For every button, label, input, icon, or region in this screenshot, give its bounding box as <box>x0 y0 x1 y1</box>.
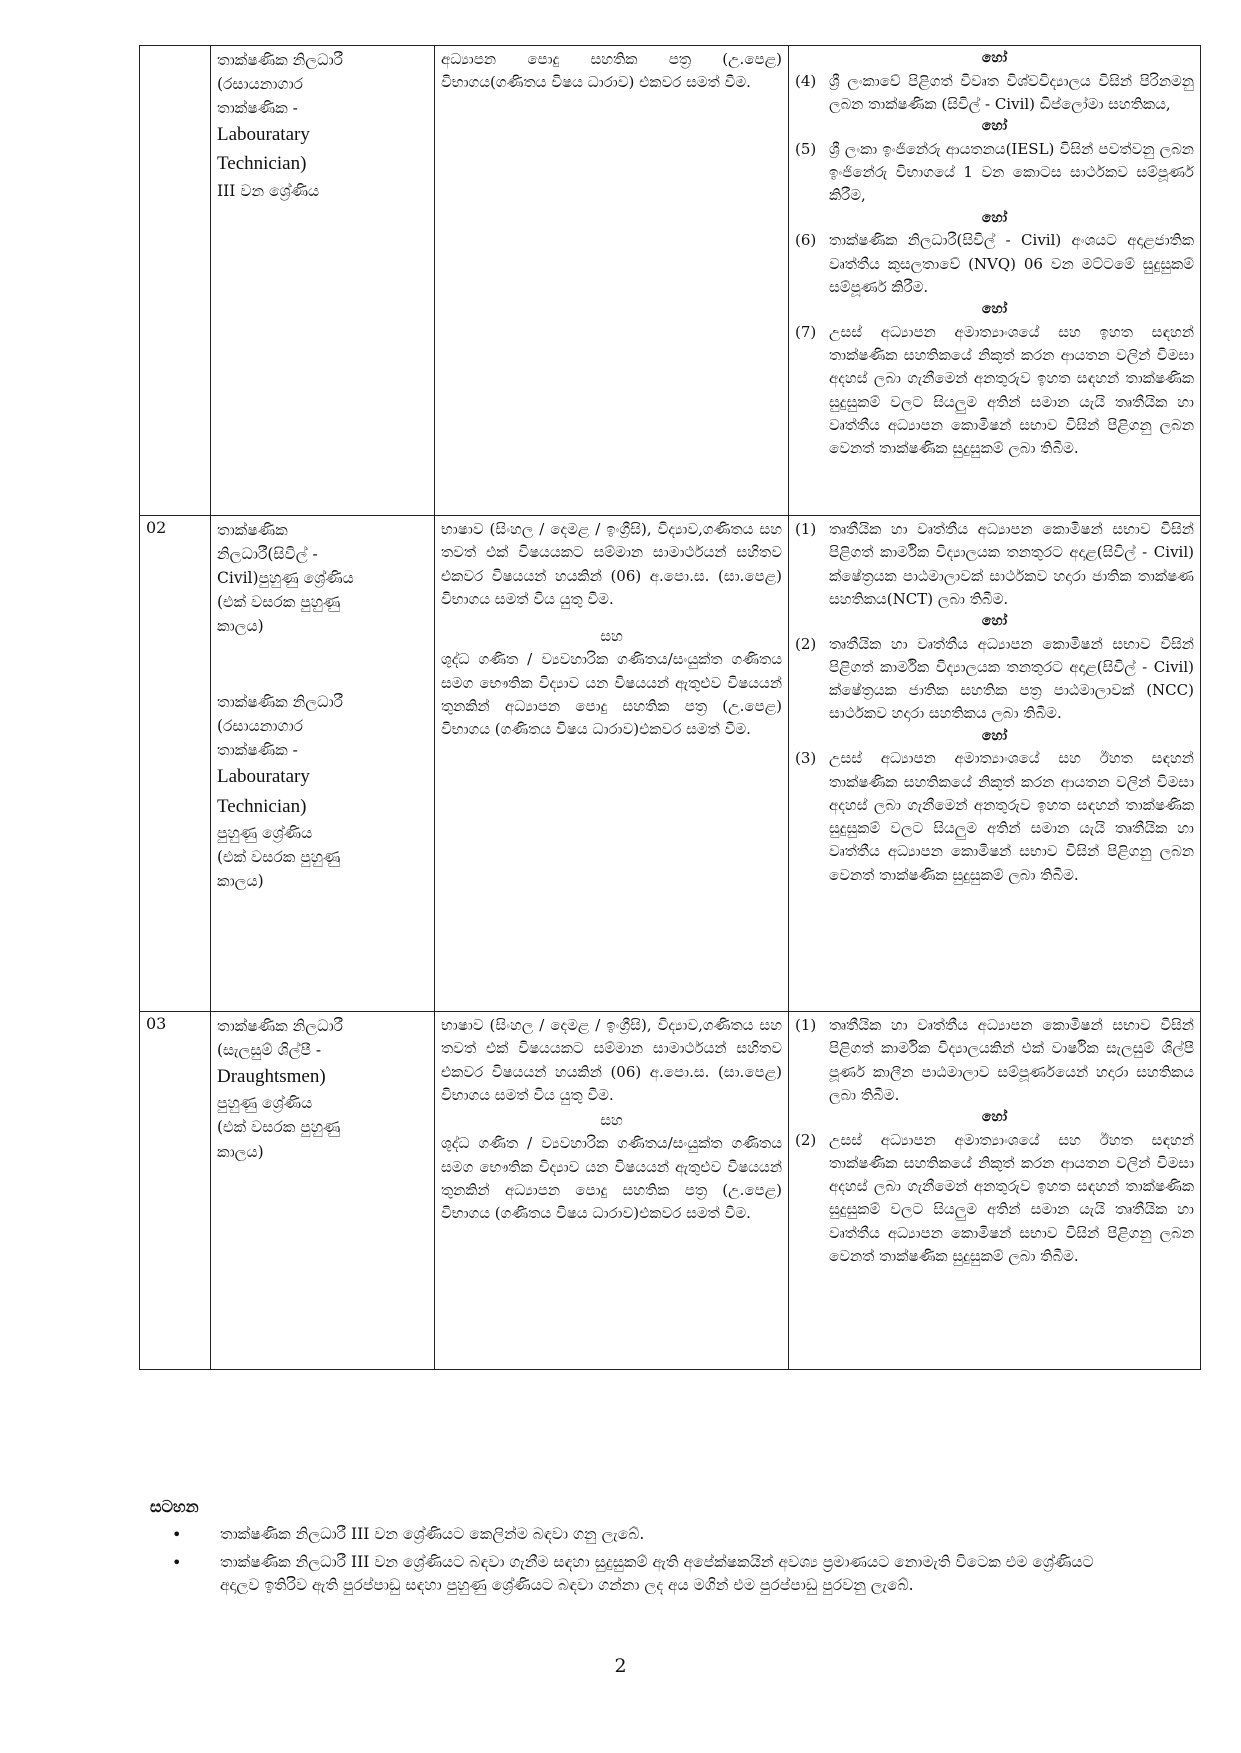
list-item: (5) ශ්‍රී ලංකා ඉංජිනේරු ආයතනය(IESL) විසින් පවත්වනු ලබන ඉංජිනේරු විභාගයේ 1 වන කොටස සාර්ථකව සම්පූර්ණ කිරීම, <box>795 139 1194 205</box>
qualifications-table <box>139 45 1201 1370</box>
list-item: (1) තෘතීයික හා වෘත්තීය අධ්‍යාපන කොමිෂන් සභාව විසින් පිළිගත් කාර්මික විද්‍යාලයක තනතුරට අදාළ(සිවිල් - Civil) ක්ෂේත්‍රයක පාඨමාලාවක් සාර්ථකව හදාරා ජාතික තාක්ෂණ සහතිකය(NCT) ලබා තිබීම. <box>795 520 1194 608</box>
notes-title: සටහන <box>150 1497 199 1516</box>
basic-qualifications: භාෂාව (සිංහල / දෙමළ / ඉංග්‍රීසි), විද්‍යාව,ගණිතය සහ තවත් එක් විෂයයකට සම්මාන සාමාර්ථයන් සහිතව එකවර විෂයයන් හයකින් (06) අ.පො.ස. (සා.පෙළ) විභාගය සමත් විය යුතු වීම. සහ ශුද්ධ ගණිත / ව්‍යවහාරික ගණිතය/සංයුක්ත ගණිතය සමග භෞතික විද්‍යාව යන විෂයයන් ඇතුළුව විෂයයන් තුනකින් අධ්‍යාපන පොදු සහතික පත්‍ර (උ.පෙළ) විභාගය (ගණිතය විෂය ධාරාව)එකවර සමත් වීම. <box>435 516 789 1012</box>
table-row <box>140 516 1201 1012</box>
list-item: (4) ශ්‍රී ලංකාවේ පිළිගත් විවෘත විශ්වවිද්‍යාලය විසින් පිරිනමනු ලබන තාක්ෂණික (සිවිල් - Civil) ඩිප්ලෝමා සහතිකය, <box>795 71 1194 113</box>
basic-qualifications: අධ්‍යාපන පොදු සහතික පත්‍ර (උ.පෙළ) විභාගය(ගණිතය විෂය ධාරාව) එකවර සමත් වීම. <box>435 46 789 516</box>
bullet-icon: • <box>172 1525 182 1544</box>
bullet-icon: • <box>172 1553 182 1572</box>
list-item: (2) තෘතීයික හා වෘත්තීය අධ්‍යාපන කොමිෂන් සභාව විසින් පිළිගත් කාර්මික විද්‍යාලයක තනතුරට අදාළ(සිවිල් - Civil) ක්ෂේත්‍රයක ජාතික සහතික පත්‍ර පාඨමාලාවක් (NCC) සාර්ථකව හදාරා සහතිකය ලබා තිබීම. <box>795 634 1194 723</box>
basic-qualifications: භාෂාව (සිංහල / දෙමළ / ඉංග්‍රීසි), විද්‍යාව,ගණිතය සහ තවත් එක් විෂයයකට සම්මාන සාමාර්ථයන් සහිතව එකවර විෂයයන් හයකින් (06) අ.පො.ස. (සා.පෙළ) විභාගය සමත් විය යුතු වීම. සහ ශුද්ධ ගණිත / ව්‍යවහාරික ගණිතය/සංයුක්ත ගණිතය සමග භෞතික විද්‍යාව යන විෂයයන් ඇතුළුව විෂයයන් තුනකින් අධ්‍යාපන පොදු සහතික පත්‍ර (උ.පෙළ) විභාගය (ගණිතය විෂය ධාරාව)එකවර සමත් වීම. <box>435 1012 789 1370</box>
post-name: තාක්ෂණික නිලධාරී(සිවිල් - Civil)පුහුණු ශ්‍රේණිය (එක් වසරක පුහුණු කාලය) තාක්ෂණික නිලධාරී (රසායනාගාර තාක්ෂණික - Labouratary Technician) පුහුණු ශ්‍රේණිය (එක් වසරක පුහුණු කාලය) <box>211 516 435 1012</box>
list-item: (7) උසස් අධ්‍යාපන අමාත්‍යාංශයේ සහ ඉහත සඳහන් තාක්ෂණික සහතිකයේ නිකුත් කරන ආයතන වලින් විමසා අදහස් ලබා ගැනීමෙන් අනතුරුව ඉහත සඳහන් තාක්ෂණික සුදුසුකම් වලට සියලුම අතින් සමාන යැයි තෘතීයික හා වෘත්තීය අධ්‍යාපන කොමිෂන් සභාව විසින් පිළිගනු ලබන වෙනත් තාක්ෂණික සුදුසුකම් ලබා තිබීම. <box>795 322 1194 457</box>
list-item: (3) උසස් අධ්‍යාපන අමාත්‍යාංශයේ සහ ඊහත සඳහන් තාක්ෂණික සහතිකයේ නිකුත් කරන ආයතන වලින් විමසා අදහස් ලබා ගැනීමෙන් අනතුරුව ඉහත සඳහන් තාක්ෂණික සුදුසුකම් වලට සියලුම අතින් සමාන යැයි තෘතීයික හා වෘත්තීය අධ්‍යාපන කොමිෂන් සභාව විසින් පිළිගනු ලබන වෙනත් තාක්ෂණික සුදුසුකම් ලබා තිබීම. <box>795 749 1194 884</box>
post-name: තාක්ෂණික නිලධාරී (සැලසුම් ශිල්පී - Draughtsmen) පුහුණු ශ්‍රේණිය (එක් වසරක පුහුණු කාලය) <box>211 1012 435 1370</box>
professional-qualifications: (1) තෘතීයික හා වෘත්තීය අධ්‍යාපන කොමිෂන් සභාව විසින් පිළිගත් කාර්මික විද්‍යාලයක තනතුරට අදාළ(සිවිල් - Civil) ක්ෂේත්‍රයක පාඨමාලාවක් සාර්ථකව හදාරා ජාතික තාක්ෂණ සහතිකය(NCT) ලබා තිබීම. හෝ (2) තෘතීයික හා වෘත්තීය අධ්‍යාපන කොමිෂන් සභාව විසින් පිළිගත් කාර්මික විද්‍යාලයක තනතුරට අදාළ(සිවිල් - Civil) ක්ෂේත්‍රයක ජාතික සහතික පත්‍ර පාඨමාලාවක් (NCC) සාර්ථකව හදාරා සහතිකය ලබා තිබීම. හෝ (3) උසස් අධ්‍යාපන අමාත්‍යාංශයේ සහ ඊහත සඳහන් තාක්ෂණික සහතිකයේ නිකුත් කරන ආයතන වලින් විමසා අදහස් ලබා ගැනීමෙන් අනතුරුව ඉහත සඳහන් තාක්ෂණික සුදුසුකම් වලට සියලුම අතින් සමාන යැයි තෘතීයික හා වෘත්තීය අධ්‍යාපන කොමිෂන් සභාව විසින් පිළිගනු ලබන වෙනත් තාක්ෂණික සුදුසුකම් ලබා තිබීම. <box>789 516 1201 1012</box>
list-item: (1) තෘතීයික හා වෘත්තීය අධ්‍යාපන කොමිෂන් සභාව විසින් පිළිගත් කාර්මික විද්‍යාලයකින් එක් වාර්ෂික සැලසුම් ශිල්පී පූර්ණ කාලීන පාඨමාලාව සම්පූර්ණයෙන් හදාරා සහතිකය ලබා තිබීම. <box>795 1016 1194 1104</box>
post-name: තාක්ෂණික නිලධාරී (රසායනාගාර තාක්ෂණික - Labouratary Technician) III වන ශ්‍රේණිය <box>211 46 435 516</box>
list-item: (6) තාක්ෂණික නිලධාරී(සිවිල් - Civil) අංශයට අදාළජාතික වෘත්තීය කුසලතාවේ (NVQ) 06 වන මට්ටමේ සුදුසුකම් සම්පූර්ණ කිරීම. <box>795 231 1194 296</box>
table-row <box>140 1012 1201 1370</box>
list-item: • තාක්ෂණික නිලධාරී III වන ශ්‍රේණියට කෙලින්ම බඳවා ගනු ලැබේ. <box>150 1523 1110 1547</box>
row-number <box>140 46 211 516</box>
page-number: 2 <box>614 1655 627 1677</box>
row-number: 02 <box>140 516 211 1012</box>
list-item: • තාක්ෂණික නිලධාරී III වන ශ්‍රේණියට බඳවා ගැනීම සඳහා සුදුසුකම් ඇති අපේක්ෂකයින් අවශ්‍ය ප්‍රමාණයට නොමැති විටෙක එම ශ්‍රේණියට අදාලව ඉතිරිව ඇති පුරප්පාඩු සඳහා පුහුණු ශ්‍රේණියට බඳවා ගන්නා ලද අය මගින් එම පුරප්පාඩු පුරවනු ලැබේ. <box>150 1551 1110 1598</box>
list-item: (2) උසස් අධ්‍යාපන අමාත්‍යාංශයේ සහ ඊහත සඳහන් තාක්ෂණික සහතිකයේ නිකුත් කරන ආයතන වලින් විමසා අදහස් ලබා ගැනීමෙන් අනතුරුව ඉහත සඳහන් තාක්ෂණික සුදුසුකම් වලට සියලුම අතින් සමාන යැයි තෘතීයික හා වෘත්තීය අධ්‍යාපන කොමිෂන් සභාව විසින් පිළිගනු ලබන වෙනත් තාක්ෂණික සුදුසුකම් ලබා තිබීම. <box>795 1130 1194 1265</box>
professional-qualifications: (1) තෘතීයික හා වෘත්තීය අධ්‍යාපන කොමිෂන් සභාව විසින් පිළිගත් කාර්මික විද්‍යාලයකින් එක් වාර්ෂික සැලසුම් ශිල්පී පූර්ණ කාලීන පාඨමාලාව සම්පූර්ණයෙන් හදාරා සහතිකය ලබා තිබීම. හෝ (2) උසස් අධ්‍යාපන අමාත්‍යාංශයේ සහ ඊහත සඳහන් තාක්ෂණික සහතිකයේ නිකුත් කරන ආයතන වලින් විමසා අදහස් ලබා ගැනීමෙන් අනතුරුව ඉහත සඳහන් තාක්ෂණික සුදුසුකම් වලට සියලුම අතින් සමාන යැයි තෘතීයික හා වෘත්තීය අධ්‍යාපන කොමිෂන් සභාව විසින් පිළිගනු ලබන වෙනත් තාක්ෂණික සුදුසුකම් ලබා තිබීම. <box>789 1012 1201 1370</box>
table-row <box>140 46 1201 516</box>
row-number: 03 <box>140 1012 211 1370</box>
notes-section <box>150 1497 1110 1602</box>
professional-qualifications: හෝ (4) ශ්‍රී ලංකාවේ පිළිගත් විවෘත විශ්වවිද්‍යාලය විසින් පිරිනමනු ලබන තාක්ෂණික (සිවිල් - Civil) ඩිප්ලෝමා සහතිකය, හෝ (5) ශ්‍රී ලංකා ඉංජිනේරු ආයතනය(IESL) විසින් පවත්වනු ලබන ඉංජිනේරු විභාගයේ 1 වන කොටස සාර්ථකව සම්පූර්ණ කිරීම, හෝ (6) තාක්ෂණික නිලධාරී(සිවිල් - Civil) අංශයට අදාළජාතික වෘත්තීය කුසලතාවේ (NVQ) 06 වන මට්ටමේ සුදුසුකම් සම්පූර්ණ කිරීම. හෝ (7) උසස් අධ්‍යාපන අමාත්‍යාංශයේ සහ ඉහත සඳහන් තාක්ෂණික සහතිකයේ නිකුත් කරන ආයතන වලින් විමසා අදහස් ලබා ගැනීමෙන් අනතුරුව ඉහත සඳහන් තාක්ෂණික සුදුසුකම් වලට සියලුම අතින් සමාන යැයි තෘතීයික හා වෘත්තීය අධ්‍යාපන කොමිෂන් සභාව විසින් පිළිගනු ලබන වෙනත් තාක්ෂණික සුදුසුකම් ලබා තිබීම. <box>789 46 1201 516</box>
